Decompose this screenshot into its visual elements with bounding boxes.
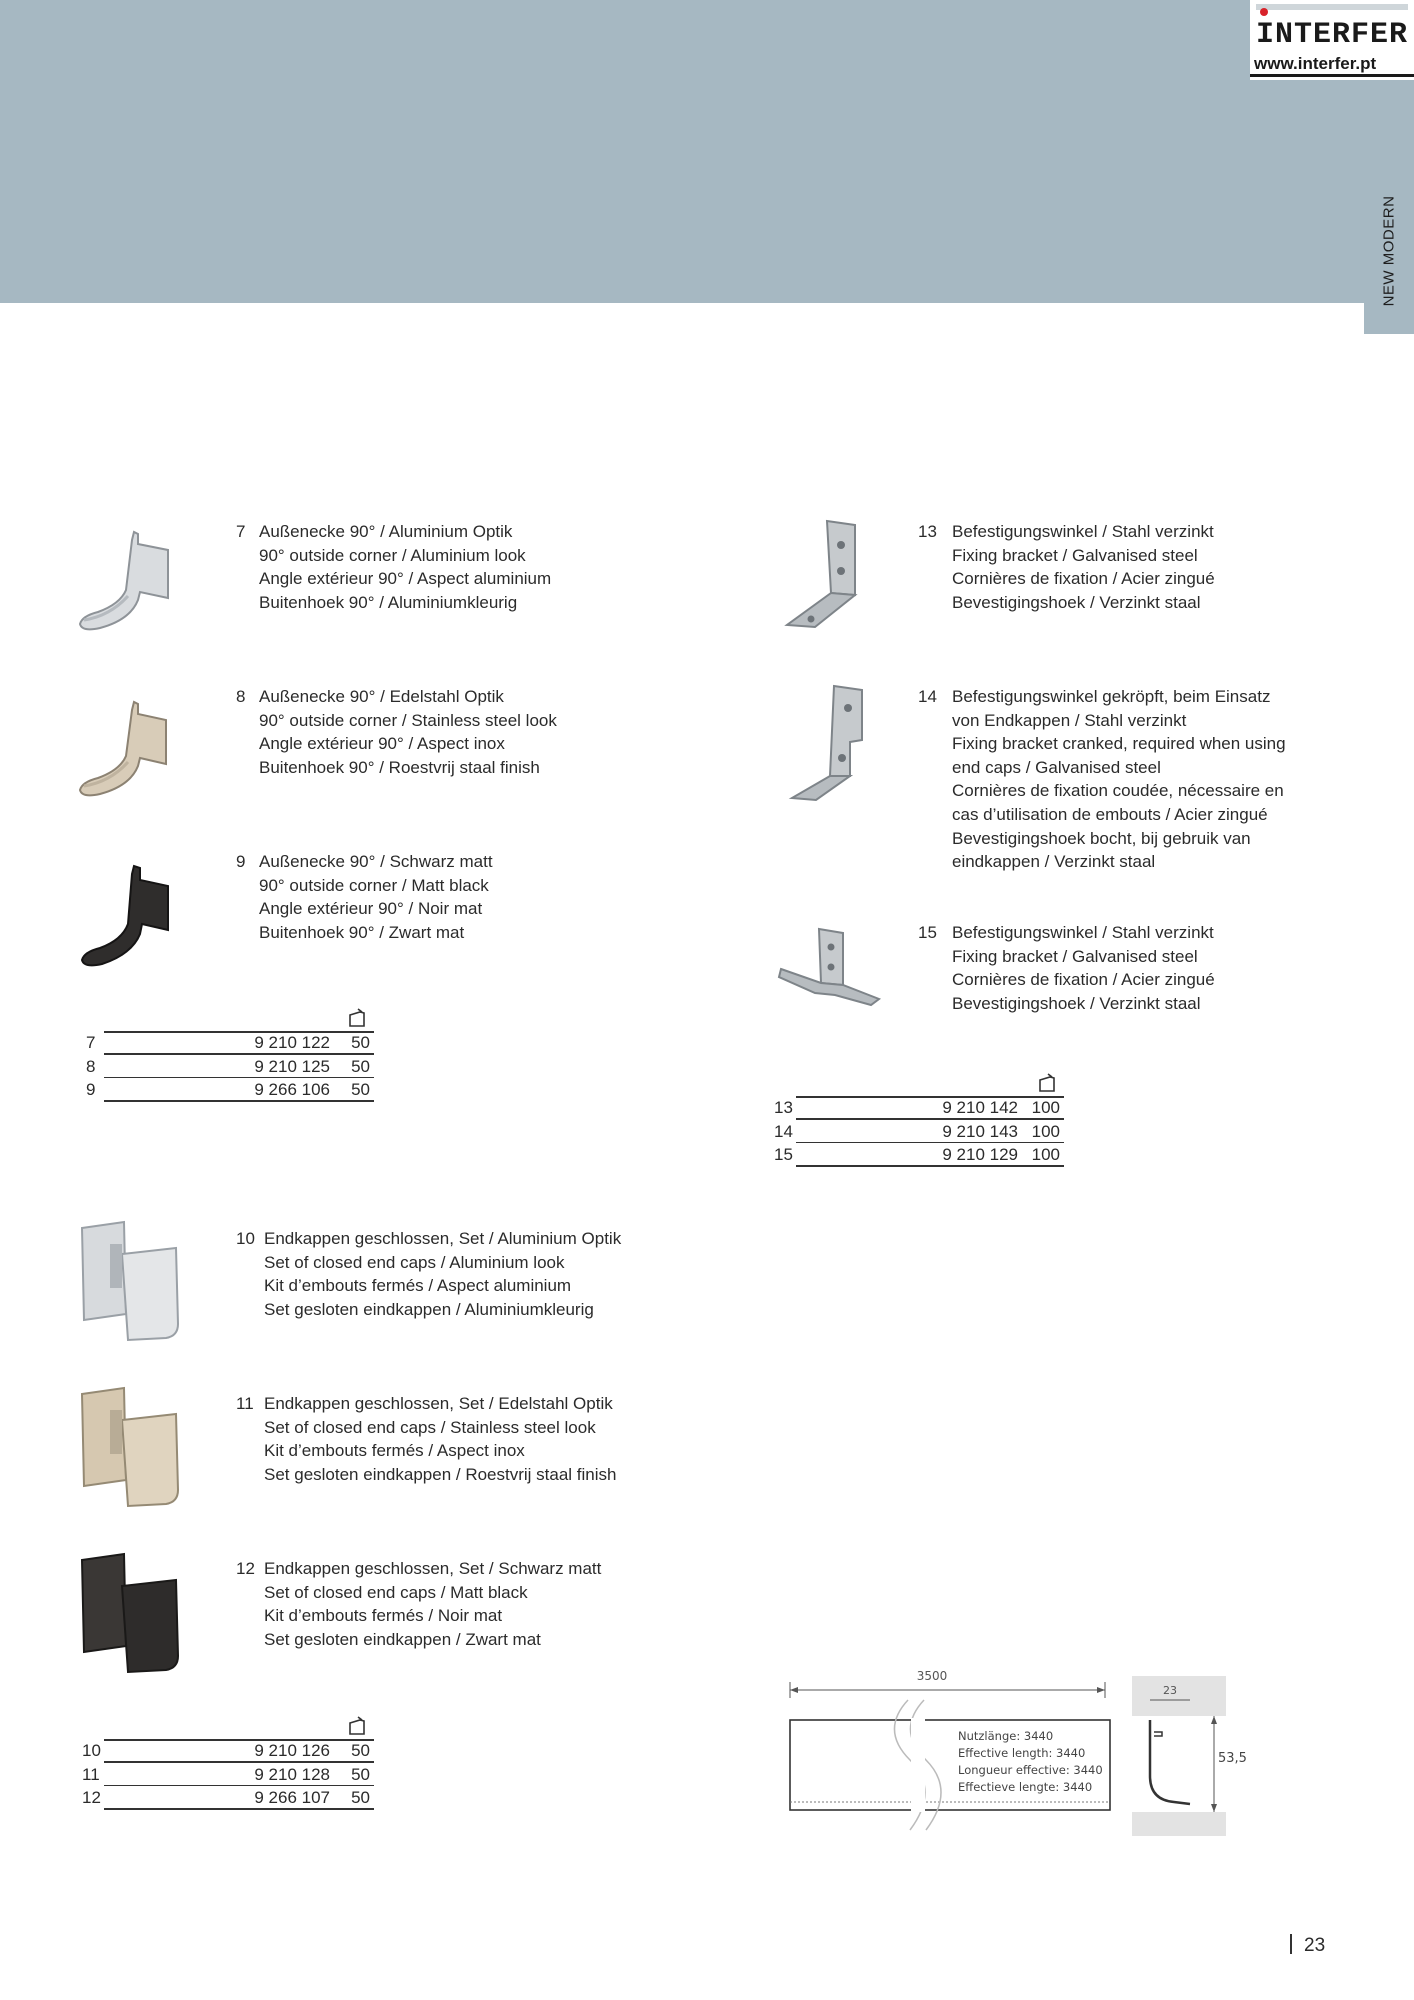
endcap-black-image (72, 1546, 192, 1676)
header-banner (0, 0, 1414, 303)
endcap-stainless-image (72, 1380, 192, 1510)
item-number: 11 (236, 1394, 254, 1413)
item-line: Kit d’embouts fermés / Aspect aluminium (264, 1276, 572, 1296)
item-line: Befestigungswinkel / Stahl verzinkt (952, 923, 1214, 942)
row-number: 9 (86, 1080, 96, 1099)
item-line: Fixing bracket / Galvanised steel (952, 545, 1198, 565)
item-line: Set gesloten eindkappen / Zwart mat (264, 1629, 541, 1649)
item-line: eindkappen / Verzinkt staal (952, 852, 1156, 872)
pack-qty: 50 (351, 1741, 370, 1760)
pack-qty: 50 (351, 1788, 370, 1807)
item-line: Buitenhoek 90° / Aluminiumkleurig (259, 592, 518, 612)
page-number (1290, 1934, 1325, 1957)
item-line: Cornières de fixation coudée, nécessaire en (952, 781, 1284, 801)
page-number-separator (1290, 1934, 1292, 1954)
item-line: Endkappen geschlossen, Set / Schwarz matt (264, 1559, 602, 1578)
order-table-3 (82, 1739, 374, 1810)
pack-qty: 50 (351, 1056, 370, 1076)
item-number: 10 (236, 1229, 255, 1248)
row-number: 10 (82, 1741, 101, 1760)
pack-qty: 50 (351, 1033, 370, 1052)
item-line: Kit d’embouts fermés / Aspect inox (264, 1441, 525, 1461)
interfer-logo (1250, 0, 1414, 80)
row-number: 7 (86, 1033, 96, 1052)
item-line: 90° outside corner / Aluminium look (259, 545, 526, 565)
item-number: 14 (918, 687, 937, 706)
item-line: Angle extérieur 90° / Aspect aluminium (259, 569, 552, 589)
row-number: 15 (774, 1145, 793, 1164)
package-icon (348, 1716, 366, 1736)
logo-brand: INTERFER (1256, 18, 1409, 52)
pack-qty: 50 (351, 1764, 370, 1784)
item-number: 15 (918, 923, 937, 942)
item-line: 90° outside corner / Matt black (259, 875, 489, 895)
corner-black-image (70, 856, 180, 976)
table-row (82, 1786, 374, 1810)
fixing-bracket-image (775, 515, 875, 640)
pack-qty: 100 (1031, 1098, 1060, 1117)
item-line: Angle extérieur 90° / Noir mat (259, 899, 483, 919)
pack-qty: 100 (1031, 1145, 1060, 1164)
item-line: Buitenhoek 90° / Roestvrij staal finish (259, 757, 540, 777)
table-row (84, 1031, 374, 1055)
logo-dot (1260, 8, 1268, 16)
item-line: 90° outside corner / Stainless steel look (259, 710, 557, 730)
package-icon (348, 1008, 366, 1028)
item-line: Bevestigingshoek / Verzinkt staal (952, 993, 1201, 1013)
table-row (82, 1763, 374, 1787)
package-icon (1038, 1073, 1056, 1093)
item-line: Endkappen geschlossen, Set / Edelstahl Optik (264, 1394, 613, 1413)
item-line: cas d’utilisation de embouts / Acier zingué (952, 804, 1268, 824)
cranked-bracket-image (780, 680, 880, 805)
row-number: 8 (86, 1056, 96, 1076)
table-row (772, 1096, 1064, 1120)
item-line: Set gesloten eindkappen / Roestvrij staal finish (264, 1464, 617, 1484)
item-line: von Endkappen / Stahl verzinkt (952, 710, 1187, 730)
item-line: Buitenhoek 90° / Zwart mat (259, 922, 465, 942)
item-line: Set of closed end caps / Aluminium look (264, 1252, 565, 1272)
flat-bracket-image (775, 925, 885, 1015)
article-code: 9 210 126 (254, 1741, 330, 1760)
corner-stainless-image (70, 688, 180, 808)
item-line: end caps / Galvanised steel (952, 757, 1161, 777)
page-number-value: 23 (1304, 1935, 1326, 1956)
logo-bar (1256, 4, 1408, 10)
logo-url: www.interfer.pt (1254, 54, 1377, 73)
item-line: Endkappen geschlossen, Set / Aluminium Optik (264, 1229, 622, 1248)
drawing-note: Longueur effective: 3440 (958, 1763, 1103, 1777)
article-code: 9 266 107 (254, 1788, 330, 1807)
item-line: Set gesloten eindkappen / Aluminiumkleurig (264, 1299, 594, 1319)
logo-stripe (1250, 74, 1414, 77)
item-line: Cornières de fixation / Acier zingué (952, 569, 1215, 589)
item-line: Außenecke 90° / Edelstahl Optik (259, 687, 504, 706)
row-number: 12 (82, 1788, 101, 1807)
item-number: 9 (236, 852, 246, 871)
table-rule (104, 1808, 374, 1810)
item-line: Cornières de fixation / Acier zingué (952, 970, 1215, 990)
item-line: Set of closed end caps / Stainless steel look (264, 1417, 596, 1437)
profile-height-dimension: 53,5 (1218, 1751, 1247, 1766)
item-line: Außenecke 90° / Aluminium Optik (259, 522, 513, 541)
table-row (84, 1078, 374, 1102)
pack-qty: 100 (1031, 1121, 1060, 1141)
order-table-2 (772, 1096, 1064, 1167)
item-line: Kit d’embouts fermés / Noir mat (264, 1606, 503, 1626)
item-line: Set of closed end caps / Matt black (264, 1582, 528, 1602)
item-line: Befestigungswinkel gekröpft, beim Einsatz (952, 687, 1271, 706)
table-row (772, 1120, 1064, 1144)
drawing-note: Effectieve lengte: 3440 (958, 1780, 1093, 1794)
drawing-note: Nutzlänge: 3440 (958, 1729, 1054, 1743)
item-line: Bevestigingshoek / Verzinkt staal (952, 592, 1201, 612)
section-tab-label: NEW MODERN (1380, 195, 1398, 307)
order-table-1 (84, 1031, 374, 1102)
item-number: 8 (236, 687, 246, 706)
item-line: Fixing bracket / Galvanised steel (952, 946, 1198, 966)
table-rule (796, 1165, 1064, 1167)
article-code: 9 210 129 (942, 1145, 1018, 1164)
profile-section-drawing (1132, 1676, 1252, 1838)
article-code: 9 210 142 (942, 1098, 1018, 1117)
corner-aluminium-image (70, 520, 180, 640)
drawing-note: Effective length: 3440 (958, 1746, 1086, 1760)
item-line: Befestigungswinkel / Stahl verzinkt (952, 522, 1214, 541)
table-row (772, 1143, 1064, 1167)
row-number: 13 (774, 1098, 793, 1117)
row-number: 14 (774, 1121, 793, 1141)
article-code: 9 266 106 (254, 1080, 330, 1099)
pack-qty: 50 (351, 1080, 370, 1099)
item-number: 12 (236, 1559, 255, 1578)
endcap-aluminium-image (72, 1214, 192, 1344)
item-number: 7 (236, 522, 246, 541)
item-line: Angle extérieur 90° / Aspect inox (259, 734, 505, 754)
length-dimension: 3500 (916, 1669, 948, 1683)
row-number: 11 (82, 1764, 100, 1784)
article-code: 9 210 143 (942, 1121, 1018, 1141)
item-line: Fixing bracket cranked, required when using (952, 734, 1286, 754)
table-rule (104, 1100, 374, 1102)
article-code: 9 210 128 (254, 1764, 330, 1784)
table-row (82, 1739, 374, 1763)
item-number: 13 (918, 522, 937, 541)
section-tab (1364, 168, 1414, 334)
profile-width-dimension: 23 (1163, 1684, 1177, 1697)
article-code: 9 210 125 (254, 1056, 330, 1076)
article-code: 9 210 122 (254, 1033, 330, 1052)
item-line: Außenecke 90° / Schwarz matt (259, 852, 493, 871)
item-line: Bevestigingshoek bocht, bij gebruik van (952, 828, 1251, 848)
table-row (84, 1055, 374, 1079)
